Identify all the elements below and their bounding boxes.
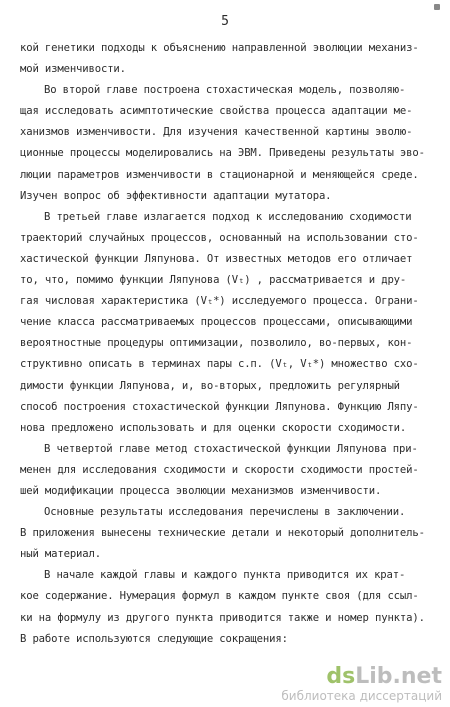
text-line: гая числовая характеристика (Vₜ*) исследуемого процесса. Ограни- — [20, 295, 419, 308]
watermark-logo-rest: Lib.net — [355, 664, 442, 689]
text-line: щая исследовать асимптотические свойства процесса адаптации ме- — [20, 105, 413, 118]
text-line: В начале каждой главы и каждого пункта приводится их крат- — [44, 569, 406, 582]
text-line: димости функции Ляпунова, и, во-вторых, предложить регулярный — [20, 379, 400, 392]
text-line: то, что, помимо функции Ляпунова (Vₜ) , рассматривается и дру- — [20, 274, 407, 287]
text-line: мой изменчивости. — [20, 63, 126, 76]
text-line: ционные процессы моделировались на ЭВМ. Приведены результаты эво- — [20, 147, 425, 160]
text-line: В работе используются следующие сокращения: — [20, 632, 288, 645]
text-line: чение класса рассматриваемых процессов процессами, описывающими — [20, 316, 413, 329]
text-line: ки на формулу из другого пункта приводится также и номер пункта). — [20, 611, 425, 624]
text-line: ханизмов изменчивости. Для изучения качественной картины эволю- — [20, 126, 413, 139]
scan-corner-mark — [434, 4, 440, 10]
page-number: 5 — [221, 14, 229, 29]
text-line: кой генетики подходы к объяснению направленной эволюции механиз- — [20, 42, 419, 54]
text-line: нова предложено использовать и для оценки скорости сходимости. — [20, 421, 407, 434]
text-line: хастической функции Ляпунова. От известных методов его отличает — [20, 252, 413, 265]
text-line: структивно описать в терминах пары с.п. (Vₜ, Vₜ*) множество схо- — [20, 358, 419, 371]
text-line: В приложения вынесены технические детали и некоторый дополнитель- — [20, 527, 425, 540]
text-line: шей модификации процесса эволюции механизмов изменчивости. — [20, 484, 382, 497]
text-line: люции параметров изменчивости в стационарной и меняющейся среде. — [20, 168, 419, 181]
watermark-logo — [281, 665, 442, 689]
body-text — [20, 38, 440, 650]
watermark-subtitle: библиотека диссертаций — [281, 689, 442, 703]
text-line: Основные результаты исследования перечислены в заключении. — [44, 506, 406, 519]
text-line: Изучен вопрос об эффективности адаптации мутатора. — [20, 189, 332, 202]
text-line: способ построения стохастической функции Ляпунова. Функцию Ляпу- — [20, 400, 419, 413]
text-line: ный материал. — [20, 548, 101, 561]
text-line: траекторий случайных процессов, основанный на использовании сто- — [20, 231, 419, 244]
text-line: кое содержание. Нумерация формул в каждом пункте своя (для ссыл- — [20, 590, 419, 603]
text-line: вероятностные процедуры оптимизации, позволило, во-первых, кон- — [20, 337, 413, 350]
text-line: Во второй главе построена стохастическая модель, позволяю- — [44, 84, 406, 97]
text-line: В третьей главе излагается подход к исследованию сходимости — [44, 210, 412, 223]
watermark-logo-ds: ds — [326, 664, 356, 689]
text-line: менен для исследования сходимости и скорости сходимости простей- — [20, 463, 419, 476]
text-line: В четвертой главе метод стохастической функции Ляпунова при- — [44, 442, 418, 455]
watermark — [281, 665, 442, 703]
